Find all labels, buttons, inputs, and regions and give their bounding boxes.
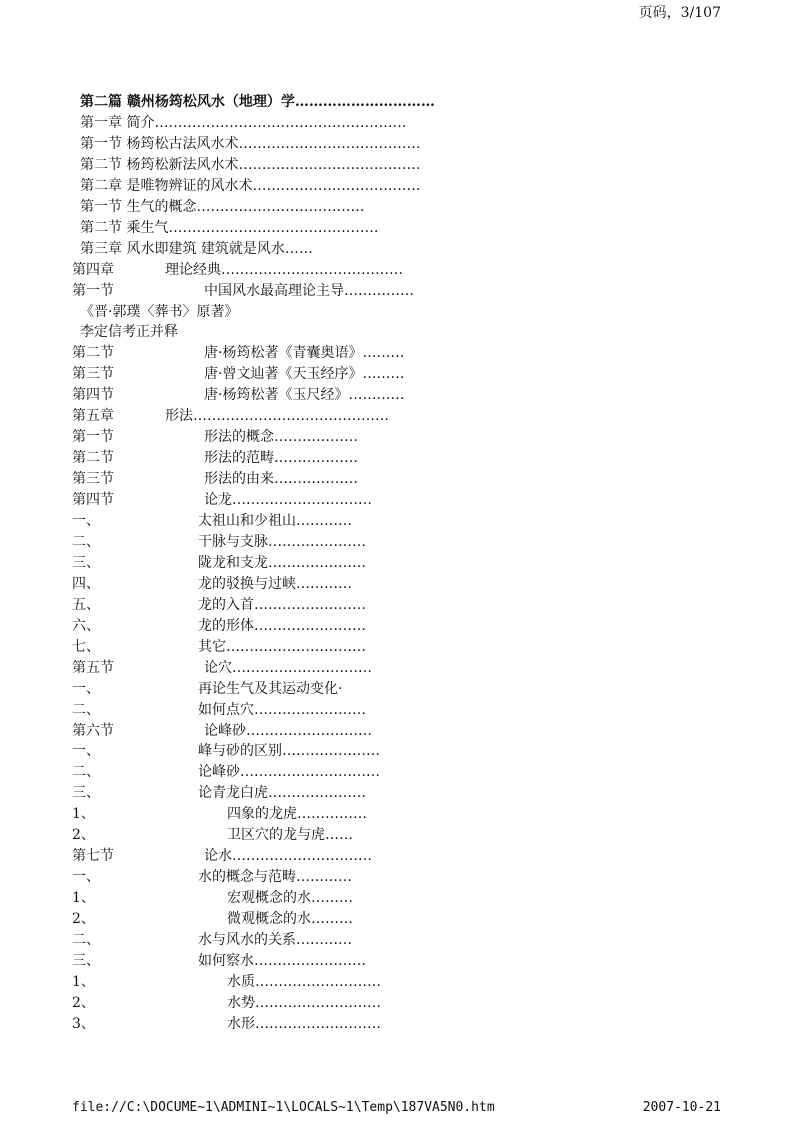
toc-entry-label: 二、 — [72, 702, 100, 718]
toc-entry-label: 一、 — [72, 681, 100, 697]
print-date: 2007-10-21 — [642, 1100, 721, 1115]
toc-entry-title: 水势……………………… — [227, 995, 381, 1011]
toc-entry-label: 三、 — [72, 785, 100, 801]
toc-entry-title: 四象的龙虎…………… — [227, 806, 367, 822]
toc-entry-title: 峰与砂的区别………………… — [198, 743, 380, 759]
toc-entry-label: 1、 — [72, 890, 95, 906]
toc-entry-label: 第四节 — [72, 492, 114, 508]
toc-entry-label: 第三节 — [72, 471, 114, 487]
toc-entry-label: 2、 — [72, 995, 95, 1011]
toc-entry-title: 微观概念的水……… — [227, 911, 353, 927]
toc-entry-title: 论青龙白虎………………… — [198, 785, 366, 801]
toc-entry-label: 二、 — [72, 534, 100, 550]
toc-entry-label: 第四章 — [72, 262, 114, 278]
toc-entry-title: 第三章 风水即建筑 建筑就是风水…… — [80, 241, 313, 257]
toc-entry-label: 第五节 — [72, 660, 114, 676]
toc-entry-title: 中国风水最高理论主导…………… — [204, 283, 414, 299]
toc-entry-title: 唐·曾文辿著《天玉经序》……… — [204, 366, 405, 382]
toc-entry-title: 第二节 乘生气……………………………………… — [80, 220, 379, 236]
toc-entry-label: 四、 — [72, 576, 100, 592]
toc-entry-title: 龙的驳换与过峡………… — [198, 576, 352, 592]
page-indicator: 页码，3/107 — [638, 5, 721, 21]
toc-entry-label: 三、 — [72, 555, 100, 571]
toc-entry-title: 唐·杨筠松著《玉尺经》………… — [204, 387, 405, 403]
toc-entry-title: 《晋·郭璞〈葬书〉原著》 — [80, 304, 239, 320]
toc-entry-label: 六、 — [72, 618, 100, 634]
toc-entry-title: 论穴………………………… — [204, 660, 372, 676]
toc-entry-title: 太祖山和少祖山………… — [198, 513, 352, 529]
toc-entry-label: 第五章 — [72, 408, 114, 424]
toc-entry-label: 七、 — [72, 639, 100, 655]
toc-entry-label: 2、 — [72, 911, 95, 927]
toc-entry-label: 3、 — [72, 1016, 95, 1032]
toc-entry-title: 水的概念与范畴………… — [198, 869, 352, 885]
toc-entry-title: 龙的入首…………………… — [198, 597, 366, 613]
toc-entry-label: 第七节 — [72, 848, 114, 864]
file-path: file://C:\DOCUME~1\ADMINI~1\LOCALS~1\Temp\187VA5N0.htm — [72, 1100, 495, 1115]
toc-entry-title: 第二节 杨筠松新法风水术………………………………… — [80, 157, 421, 173]
toc-entry-label: 三、 — [72, 953, 100, 969]
toc-entry-title: 论水………………………… — [204, 848, 372, 864]
toc-entry-title: 干脉与支脉………………… — [198, 534, 366, 550]
toc-entry-title: 第二章 是唯物辨证的风水术……………………………… — [80, 178, 421, 194]
toc-entry-label: 2、 — [72, 827, 95, 843]
toc-entry-label: 第四节 — [72, 387, 114, 403]
toc-entry-title: 论峰砂……………………… — [204, 723, 372, 739]
toc-entry-title: 水质……………………… — [227, 974, 381, 990]
toc-entry-title: 第一节 杨筠松古法风水术………………………………… — [80, 136, 421, 152]
toc-entry-label: 二、 — [72, 932, 100, 948]
toc-entry-title: 宏观概念的水……… — [227, 890, 353, 906]
toc-entry-label: 第二节 — [72, 450, 114, 466]
toc-entry-title: 论峰砂………………………… — [198, 764, 380, 780]
toc-entry-label: 1、 — [72, 974, 95, 990]
toc-entry-label: 1、 — [72, 806, 95, 822]
toc-entry-label: 二、 — [72, 764, 100, 780]
toc-entry-title: 理论经典………………………………… — [165, 262, 403, 278]
toc-entry-title: 形法的概念……………… — [204, 429, 358, 445]
toc-entry-title: 其它………………………… — [198, 639, 366, 655]
toc-entry-label: 一、 — [72, 743, 100, 759]
toc-entry-title: 李定信考正并释 — [80, 324, 178, 340]
toc-entry-title: 形法的范畴……………… — [204, 450, 358, 466]
toc-entry-title: 形法…………………………………… — [165, 408, 389, 424]
toc-entry-label: 第一节 — [72, 283, 114, 299]
toc-entry-title: 如何点穴…………………… — [198, 702, 366, 718]
toc-entry-label: 一、 — [72, 869, 100, 885]
toc-entry-label: 第一节 — [72, 429, 114, 445]
toc-entry-title: 第一章 简介……………………………………………… — [80, 115, 407, 131]
toc-entry-label: 五、 — [72, 597, 100, 613]
toc-entry-title: 如何察水…………………… — [198, 953, 366, 969]
toc-entry-title: 第一节 生气的概念……………………………… — [80, 199, 365, 215]
toc-entry-title: 再论生气及其运动变化· — [198, 681, 343, 697]
toc-entry-title: 第二篇 赣州杨筠松风水（地理）学………………………… — [80, 94, 435, 110]
toc-entry-title: 形法的由来……………… — [204, 471, 358, 487]
toc-entry-label: 第六节 — [72, 723, 114, 739]
toc-entry-label: 第二节 — [72, 345, 114, 361]
toc-entry-title: 陇龙和支龙………………… — [198, 555, 366, 571]
toc-entry-title: 唐·杨筠松著《青囊奥语》……… — [204, 345, 405, 361]
toc-entry-title: 论龙………………………… — [204, 492, 372, 508]
toc-entry-label: 一、 — [72, 513, 100, 529]
toc-entry-title: 卫区穴的龙与虎…… — [227, 827, 353, 843]
toc-entry-title: 龙的形体…………………… — [198, 618, 366, 634]
toc-entry-label: 第三节 — [72, 366, 114, 382]
toc-entry-title: 水形……………………… — [227, 1016, 381, 1032]
toc-entry-title: 水与风水的关系………… — [198, 932, 352, 948]
